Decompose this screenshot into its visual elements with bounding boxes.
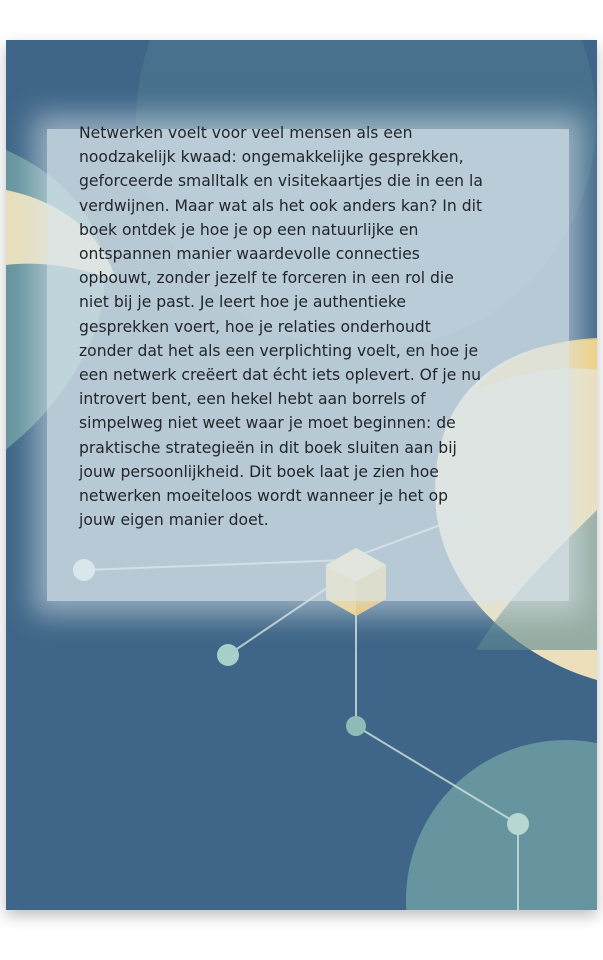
node-bottom	[507, 813, 529, 835]
back-cover-blurb: Netwerken voelt voor veel mensen als een noodzakelijk kwaad: ongemakkelijke gesprekken, geforceerde smalltalk en visitekaartjes die in een la verdwijnen. Maar wat als het ook anders kan? In dit boek ontdek je hoe je op een natuurlijke en ontspannen manier waardevolle connecties opbouwt, zonder jezelf te forceren in een rol die niet bij je past. Je leert hoe je authentieke gesprekken voert, hoe je relaties onderhoudt zonder dat het als een verplichting voelt, en hoe je een netwerk creëert dat écht iets oplevert. Of je nu introvert bent, een hekel hebt aan borrels of simpelweg niet weet waar je moet beginnen: de praktische strategieën in dit boek sluiten aan bij jouw persoonlijkheid. Dit boek laat je zien hoe netwerken moeiteloos wordt wanneer je het op jouw eigen manier doet.	[79, 124, 483, 530]
node-mid	[217, 644, 239, 666]
node-low	[346, 716, 366, 736]
